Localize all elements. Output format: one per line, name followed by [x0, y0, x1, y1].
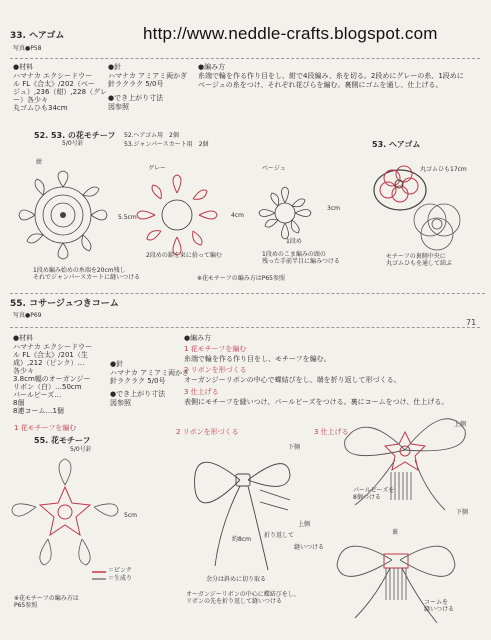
s33-needle-body: ハマナカ アミアミ両かぎ 針ラクラク 5/0号: [108, 72, 188, 89]
dim-3cm: 3cm: [327, 205, 340, 212]
s55-method-head: ●編み方: [184, 334, 212, 342]
motif-ref-53: 53.ジャンパースカート用 2個: [124, 141, 209, 148]
section33-photo-ref: 写真●P58: [13, 45, 42, 52]
page-number: 71: [466, 318, 477, 327]
d2-under: 下側: [288, 444, 301, 451]
d2-width: 約8cm: [232, 536, 251, 543]
s55-needle-body: ハマナカ アミアミ両かぎ 針ラクラク 5/0号: [110, 369, 190, 386]
label-gray: グレー: [148, 165, 167, 172]
s55-step1-title: 1 花モチーフを編む: [184, 345, 247, 353]
s33-materials-head: ●材料: [13, 63, 34, 71]
note-2nd-row: 2段めの鎖を束に拾って編む: [146, 252, 222, 259]
d3-comb: コームを 縫いつける: [424, 599, 455, 613]
motif-needle: 5/0号針: [62, 140, 84, 147]
note-1st-row: 1段め: [286, 238, 302, 245]
d2-cut: 余分は斜めに切り取る: [206, 576, 267, 583]
d2-fold: 折り返して: [264, 532, 295, 539]
d3-title: 3 仕上げる: [314, 428, 349, 436]
dim-5-5cm: 5.5cm: [118, 214, 137, 221]
s53-cord-label: 丸ゴムひも17cm: [420, 166, 467, 173]
note-back-loop: 1段めのこま編みの頭の 残った手前半目に編みつける: [262, 251, 340, 265]
s55-size-head: ●でき上がり寸法: [110, 390, 166, 398]
section-divider: [10, 293, 485, 294]
d1-ref-note: ※花モチーフの編み方は P65参照: [14, 595, 79, 609]
s33-size-head: ●でき上がり寸法: [108, 94, 164, 102]
dim-4cm: 4cm: [231, 212, 244, 219]
d3-pearl: パールビーズを 8個つける: [353, 487, 395, 501]
s55-size-body: 図参照: [110, 399, 131, 407]
watermark-url[interactable]: http://www.neddle-crafts.blogspot.com: [143, 24, 438, 43]
s55-step3-title: 3 仕上げる: [184, 388, 219, 396]
section55-divider: [10, 327, 480, 328]
s55-needle-head: ●針: [110, 360, 124, 368]
section55-title: 55. コサージュつきコーム: [10, 299, 119, 309]
d1-needle: 5/0号針: [70, 446, 92, 453]
gray-motif-chart: [137, 175, 217, 255]
s55-materials-body: ハマナカ エクシードウー ル FL《合太》/201（生 成）,212（ピンク）… 各少々 3.8cm幅のオーガンジー リボン（白）…50cm パールビーズ… 8個 8連コーム…1個: [13, 343, 93, 416]
section33-title: 33. ヘアゴム: [10, 31, 65, 41]
d3-upper: 上側: [454, 421, 467, 428]
d1-title: 1 花モチーフを編む: [14, 424, 77, 432]
d1-dim: 5cm: [124, 512, 137, 519]
label-beige: ベージュ: [262, 165, 286, 172]
legend-white: ＝生成り: [108, 575, 133, 582]
s55-step1-body: 糸端で輪を作る作り目をし、モチーフを編む。: [184, 355, 331, 363]
s53-attach-note: モチーフの裏側中央に 丸ゴムひもを通して結ぶ: [386, 253, 453, 267]
s55-materials-head: ●材料: [13, 334, 34, 342]
s55-step2-title: 2 リボンを形づくる: [184, 366, 247, 374]
note-ref-p65: ※花モチーフの編み方はP65参照: [197, 275, 285, 282]
d2-upper: 上側: [298, 521, 311, 528]
d2-title: 2 リボンを形づくる: [176, 428, 239, 436]
d3-under: 下側: [456, 509, 469, 516]
motif-ref-52: 52.ヘアゴム用 2個: [124, 132, 179, 139]
s33-size-body: 図参照: [108, 103, 129, 111]
note-left: 1段め編み始めの糸端を20cm残し それでジャンパースカートに縫いつける: [33, 267, 141, 281]
legend-pink: ＝ピンク: [108, 567, 132, 574]
d2-note: オーガンジーリボンの中心に蝶結びをし、 リボンの先を折り返して縫いつける: [186, 591, 300, 605]
s33-needle-head: ●針: [108, 63, 122, 71]
section53-title: 53. ヘアゴム: [372, 140, 421, 149]
s55-step3-body: 表側にモチーフを縫いつけ、パールビーズをつける。裏にコームをつけ、仕上げる。: [184, 398, 449, 406]
s33-method-head: ●編み方: [198, 63, 226, 71]
d3-back: 裏: [392, 529, 399, 536]
d2-ribbon-illustration: [190, 440, 300, 580]
s33-materials-body: ハマナカ エクシードウー ル FL《合太》/202（ベー ジュ）,236（紺）,228（グレ ー）各少々 丸ゴムひも34cm: [13, 72, 108, 113]
d2-sew: 縫いつける: [294, 544, 325, 551]
label-navy: 紺: [36, 159, 43, 166]
navy-motif-chart: [18, 170, 108, 260]
s33-method-body: 糸端で輪を作る作り目をし、紺で4段編み、糸を切る。2段めにグレーの糸、1段めに ベージュの糸をつけ、それぞれ花びらを編む。裏側にゴムを通し、仕上げる。: [198, 72, 464, 90]
hair-tie-illustration: [360, 160, 480, 270]
section33-divider: [10, 58, 480, 59]
d3-finished-back: [330, 530, 460, 635]
d1-flower-chart: [10, 455, 120, 570]
s55-step2-body: オーガンジーリボンの中心で蝶結びをし、端を折り返して形づくる。: [184, 376, 401, 384]
d1-motif-title: 55. 花モチーフ: [34, 436, 91, 445]
d3-finished-front: [335, 400, 475, 520]
section55-photo-ref: 写真●P69: [13, 312, 42, 319]
beige-motif-chart: [250, 178, 320, 248]
motif-title: 52. 53. の花モチーフ: [34, 131, 116, 140]
